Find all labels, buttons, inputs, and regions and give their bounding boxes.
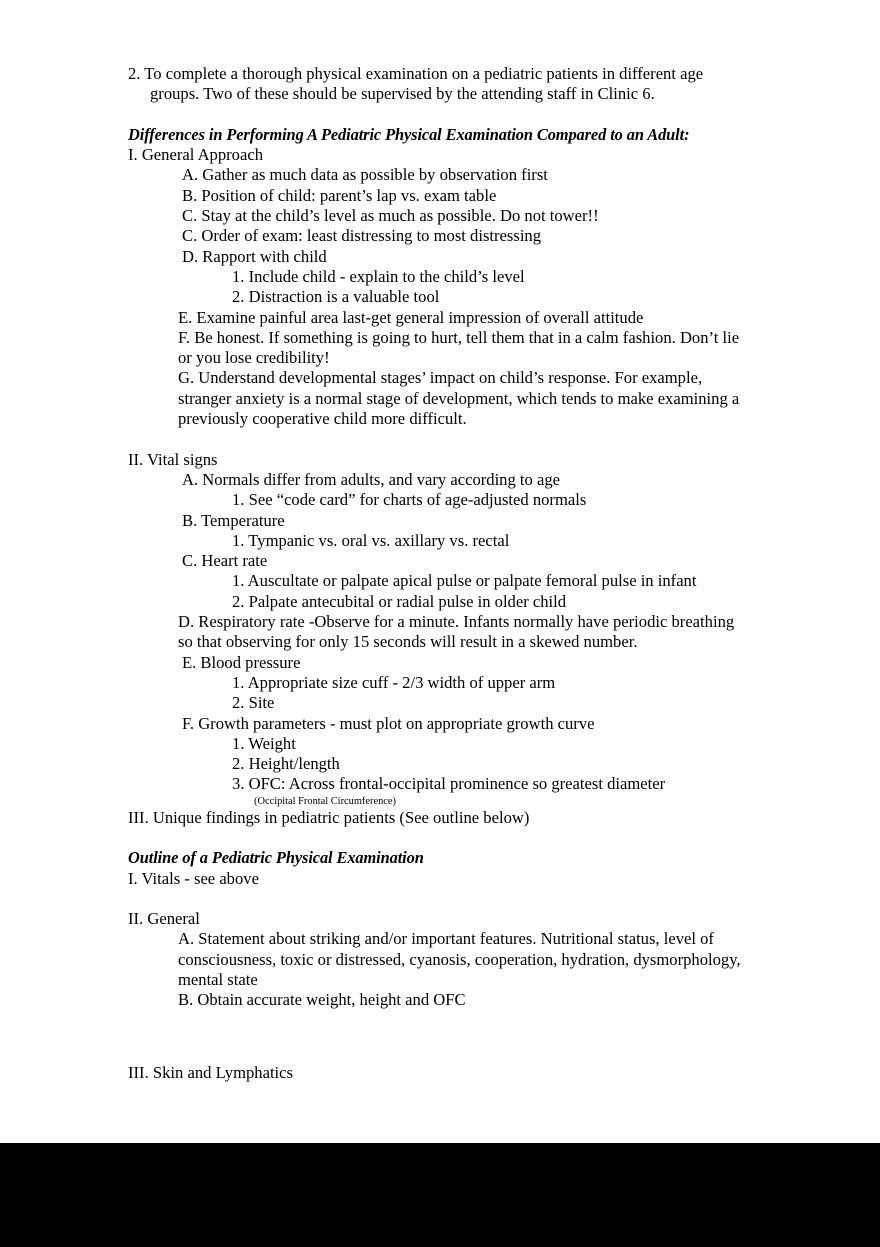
outline-item-ii-e: E. Blood pressure <box>182 652 301 672</box>
outline2-item-ii-a: A. Statement about striking and/or important features. Nutritional status, level of consciousness, toxic or distressed, cyanosis, cooperation, hydration, dysmorphology, mental state <box>178 929 741 990</box>
outline-item-ii-e-1: 1. Appropriate size cuff - 2/3 width of upper arm <box>232 672 556 692</box>
outline-item-ii-f-3: 3. OFC: Across frontal-occipital prominence so greatest diameter <box>232 774 666 794</box>
outline-item-i-g: G. Understand developmental stages’ impact on child’s response. For example, stranger anxiety is a normal stage of development, which tends to make examining a previously cooperative child more difficult. <box>178 368 740 429</box>
outline-item-ii-d: D. Respiratory rate -Observe for a minute. Infants normally have periodic breathing so that observing for only 15 seconds will result in a skewed number. <box>178 612 735 652</box>
outline-item-ii-c-2: 2. Palpate antecubital or radial pulse in older child <box>232 591 567 611</box>
outline-item-ii-a: A. Normals differ from adults, and vary according to age <box>182 469 561 489</box>
section-heading-outline: Outline of a Pediatric Physical Examination <box>128 848 424 868</box>
scan-artifact-band <box>0 1143 880 1247</box>
outline-item-i-e: E. Examine painful area last-get general impression of overall attitude <box>178 307 644 327</box>
outline-item-i-a: A. Gather as much data as possible by observation first <box>182 165 548 185</box>
outline-item-i-c-first: C. Stay at the child’s level as much as possible. Do not tower!! <box>182 206 599 226</box>
spacer <box>128 1011 742 1051</box>
outline-item-ii-f-2: 2. Height/length <box>232 754 340 774</box>
outline-item-i-d-1: 1. Include child - explain to the child’s level <box>232 266 525 286</box>
outline-item-ii-a-1: 1. See “code card” for charts of age-adjusted normals <box>232 490 587 510</box>
outline-item-ii-f-1: 1. Weight <box>232 733 296 753</box>
outline-item-ii-c-1: 1. Auscultate or palpate apical pulse or palpate femoral pulse in infant <box>232 571 697 591</box>
spacer <box>128 105 742 125</box>
outline-item-ii-b: B. Temperature <box>182 510 285 530</box>
ofc-abbreviation-gloss: (Occipital Frontal Circumference) <box>254 795 396 807</box>
spacer <box>128 429 742 449</box>
outline-item-iii-unique-findings: III. Unique findings in pediatric patients (See outline below) <box>128 807 530 827</box>
spacer <box>128 828 742 848</box>
outline-item-i-f: F. Be honest. If something is going to hurt, tell them that in a calm fashion. Don’t lie or you lose credibility! <box>178 327 740 368</box>
outline-item-i-d: D. Rapport with child <box>182 246 327 266</box>
spacer <box>128 889 742 909</box>
outline2-item-iii-skin-lymphatics: III. Skin and Lymphatics <box>128 1062 293 1082</box>
outline-item-ii-f: F. Growth parameters - must plot on appropriate growth curve <box>182 713 595 733</box>
outline2-item-ii-general: II. General <box>128 909 200 929</box>
document-body <box>128 64 742 1083</box>
lead-paragraph: 2. To complete a thorough physical examination on a pediatric patients in different age groups. Two of these should be supervised by the attending staff in Clinic 6. <box>128 64 704 104</box>
outline-item-i-b: B. Position of child: parent’s lap vs. exam table <box>182 185 497 205</box>
outline-item-ii-e-2: 2. Site <box>232 693 275 713</box>
outline-item-i-general-approach: I. General Approach <box>128 145 263 165</box>
outline2-item-i-vitals: I. Vitals - see above <box>128 868 259 888</box>
outline2-item-ii-b: B. Obtain accurate weight, height and OFC <box>178 990 466 1010</box>
outline-item-ii-b-1: 1. Tympanic vs. oral vs. axillary vs. rectal <box>232 530 510 550</box>
spacer <box>128 1051 742 1063</box>
section-heading-differences: Differences in Performing A Pediatric Physical Examination Compared to an Adult: <box>128 124 690 144</box>
outline-item-ii-vital-signs: II. Vital signs <box>128 449 218 469</box>
outline-item-ii-c: C. Heart rate <box>182 551 268 571</box>
outline-item-i-c-second: C. Order of exam: least distressing to most distressing <box>182 226 542 246</box>
outline-item-i-d-2: 2. Distraction is a valuable tool <box>232 287 440 307</box>
